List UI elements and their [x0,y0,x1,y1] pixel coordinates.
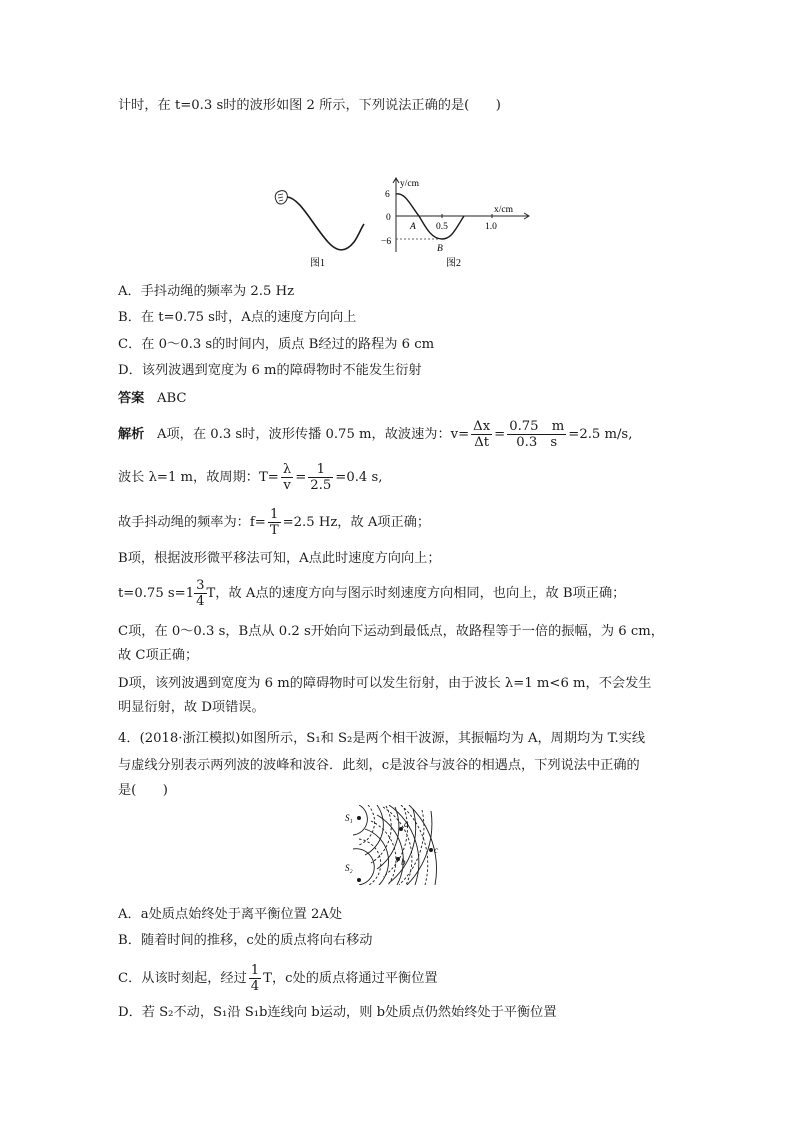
fraction-dx-dt: $\frac{\Delta x}{\Delta t}$ [473,419,491,450]
point-b-label: B [437,244,443,254]
answer-value: ABC [156,391,187,406]
source-s1-dot [357,816,361,820]
q4-stem-line-2: 与虚线分别表示两列波的波峰和波谷．此刻，c是波谷与波谷的相遇点，下列说法中正确的 [118,758,640,773]
fraction-three-quarters: $\frac{3}{4}$ [196,578,205,609]
q4-option-a: A．a处质点始终处于离平衡位置 2A处 [118,907,343,922]
analysis-line-4: B项，根据波形微平移法可知，A点此时速度方向向上； [118,551,441,566]
point-b-dot [396,857,400,861]
point-c-dot [429,848,433,852]
q3-option-c: C．在 0～0.3 s的时间内，质点 B经过的路程为 6 cm [118,337,435,352]
analysis-line1-post: =2.5 m/s, [568,427,633,442]
analysis-line-2: 波长 λ=1 m，故周期：T= $\frac{\lambda}{v}$ = $\frac{1}{2.5}$ =0.4 s, [118,462,383,493]
source-s2-label: S₂ [345,863,353,873]
y-tick-bottom: −6 [381,237,392,247]
analysis-label: 解析 [118,427,145,442]
answer-label: 答案 [118,391,145,406]
analysis-line-7: 故 C项正确； [118,648,199,663]
analysis-line-1: 解析 A项，在 0.3 s时，波形传播 0.75 m，故波速为：v= $\frac{\Delta x}{\Delta t}$ = $\frac{0.75 m}{0.3 s}$ =2.5 m/s, [118,419,633,450]
interference-figure [343,805,448,885]
x-axis-label: x/cm [494,205,513,215]
analysis-line1-pre: A项，在 0.3 s时，波形传播 0.75 m，故波速为：v= [156,427,470,442]
fraction-speed: $\frac{0.75 m}{0.3 s}$ [509,419,565,450]
answer-line [118,389,187,409]
q3-option-d: D．该列波遇到宽度为 6 m的障碍物时不能发生衍射 [118,363,422,378]
source-s2-dot [357,878,361,882]
wave-figure [268,176,530,270]
q4-option-d: D．若 S₂不动，S₁沿 S₁b连线向 b运动，则 b处质点仍然始终处于平衡位置 [118,1005,557,1020]
question-intro: 计时，在 t=0.3 s时的波形如图 2 所示，下列说法正确的是( ) [118,98,501,113]
q3-option-b: B．在 t=0.75 s时，A点的速度方向向上 [118,310,357,325]
fraction-quarter: $\frac{1}{4}$ [250,963,260,994]
y-axis-label: y/cm [400,179,419,189]
analysis-line-6: C项，在 0～0.3 s，B点从 0.2 s开始向下运动到最低点，故路程等于一倍的振幅，为 6 cm， [118,624,664,639]
q4-option-b: B．随着时间的推移，c处的质点将向右移动 [118,933,373,948]
analysis-line-3: 故手抖动绳的频率为：f= $\frac{1}{T}$ =2.5 Hz，故 A项正确； [118,507,431,538]
hand-icon [275,191,287,204]
y-tick-zero: 0 [386,213,391,223]
x-tick-end: 1.0 [485,222,497,232]
point-c-label: c [434,845,438,855]
point-a-label: A [410,222,416,232]
fraction-lambda-v: $\frac{\lambda}{v}$ [282,462,292,493]
rope-wave [287,197,364,250]
analysis-line-5: t=0.75 s=1 $\frac{3}{4}$ T，故 A点的速度方向与图示时刻速度方向相同，也向上，故 B项正确； [118,578,626,609]
q4-stem-line-1: 4．(2018·浙江模拟)如图所示，S₁和 S₂是两个相干波源，其振幅均为 A，周期均为 T.实线 [118,731,646,746]
q3-option-a: A．手抖动绳的频率为 2.5 Hz [118,284,295,299]
point-b-label: b [401,857,406,867]
fraction-one-over-t: $\frac{1}{T}$ [269,507,279,538]
source-s1-label: S₁ [345,813,353,823]
x-tick-mid: 0.5 [436,222,448,232]
point-a-dot [399,827,403,831]
point-a-label: a [404,819,409,829]
analysis-line-8: D项，该列波遇到宽度为 6 m的障碍物时可以发生衍射，由于波长 λ=1 m<6 m，不会发生 [118,676,652,691]
fraction-one-over: $\frac{1}{2.5}$ [310,462,332,493]
q4-option-c: C．从该时刻起，经过 $\frac{1}{4}$ T，c处的质点将通过平衡位置 [118,963,438,994]
fig2-label: 图2 [446,258,461,269]
fig1-label: 图1 [310,258,325,269]
analysis-line-9: 明显衍射，故 D项错误。 [118,700,265,715]
q4-stem-line-3: 是( ) [118,783,168,798]
y-tick-top: 6 [385,190,390,200]
